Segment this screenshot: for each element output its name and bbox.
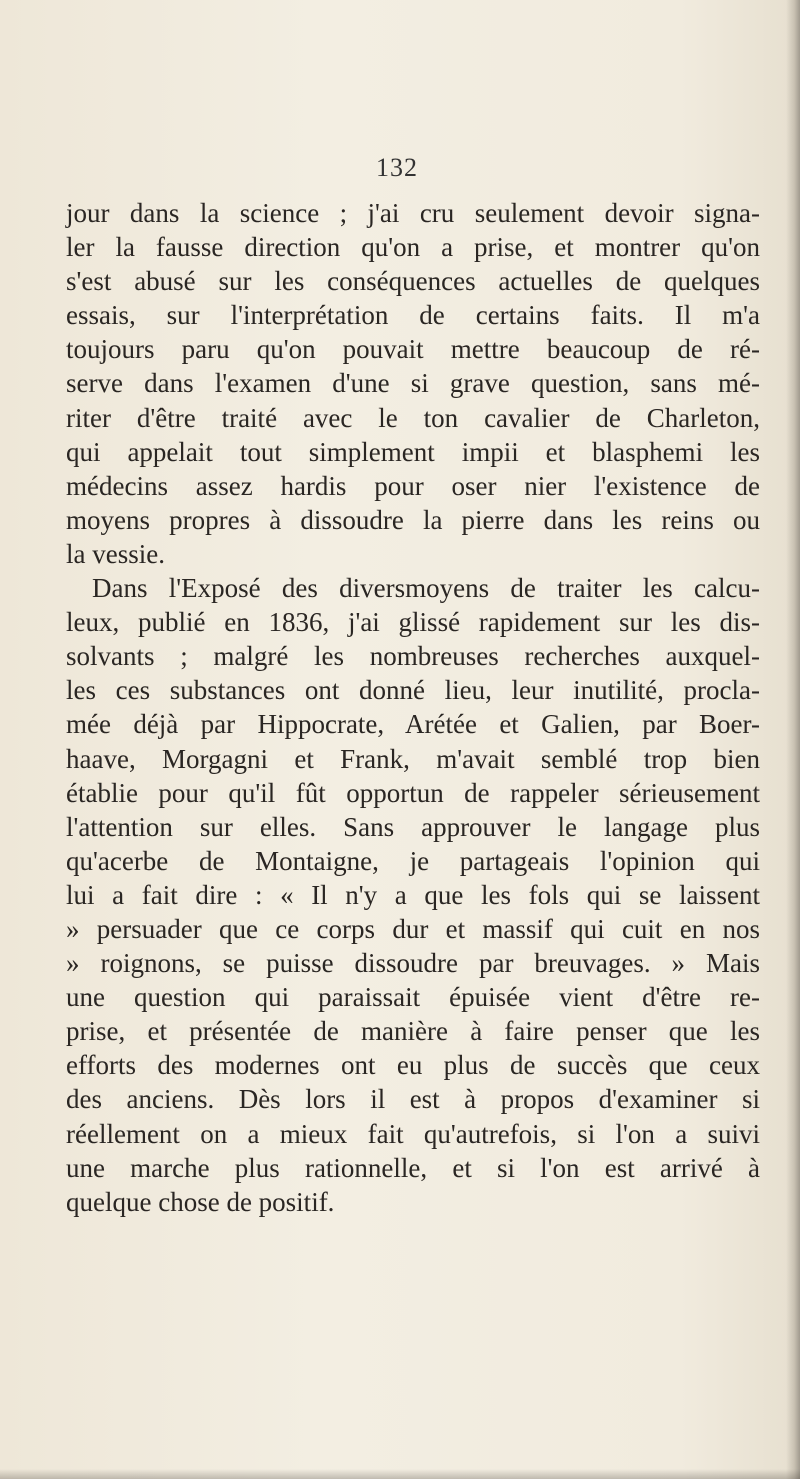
text-line: » roignons, se puisse dissoudre par breuvages. » Mais	[66, 948, 760, 979]
text-line: toujours paru qu'on pouvait mettre beaucoup de ré-	[66, 334, 760, 365]
text-line: serve dans l'examen d'une si grave question, sans mé-	[66, 368, 760, 399]
text-line: qu'acerbe de Montaigne, je partageais l'opinion qui	[66, 845, 760, 876]
paragraph-start-line: Dans l'Exposé des diversmoyens de traiter les calcu-	[92, 573, 760, 604]
text-line: mée déjà par Hippocrate, Arétée et Galien, par Boer-	[66, 709, 760, 740]
text-line: médecins assez hardis pour oser nier l'existence de	[66, 470, 760, 501]
text-line: leux, publié en 1836, j'ai glissé rapidement sur les dis-	[66, 607, 760, 638]
text-line: riter d'être traité avec le ton cavalier de Charleton,	[66, 402, 760, 433]
text-line: efforts des modernes ont eu plus de succès que ceux	[66, 1050, 760, 1081]
text-line: établie pour qu'il fût opportun de rappeler sérieusement	[66, 777, 760, 808]
text-line: s'est abusé sur les conséquences actuelles de quelques	[66, 266, 760, 297]
text-line: quelque chose de positif.	[66, 1186, 335, 1217]
text-line: » persuader que ce corps dur et massif qui cuit en nos	[66, 913, 760, 944]
page-edge-shadow	[786, 0, 800, 1479]
text-line: des anciens. Dès lors il est à propos d'examiner si	[66, 1084, 760, 1115]
text-line: les ces substances ont donné lieu, leur inutilité, procla-	[66, 675, 760, 706]
body-text	[66, 196, 760, 1219]
text-line: l'attention sur elles. Sans approuver le langage plus	[66, 811, 760, 842]
text-line: haave, Morgagni et Frank, m'avait semblé trop bien	[66, 743, 760, 774]
text-line: solvants ; malgré les nombreuses recherches auxquel-	[66, 641, 760, 672]
text-line: une question qui paraissait épuisée vient d'être re-	[66, 982, 760, 1013]
text-line: jour dans la science ; j'ai cru seulement devoir signa-	[66, 198, 760, 228]
text-line: qui appelait tout simplement impii et blasphemi les	[66, 436, 760, 467]
text-line: prise, et présentée de manière à faire penser que les	[66, 1016, 760, 1047]
text-line: essais, sur l'interprétation de certains faits. Il m'a	[66, 300, 760, 331]
page-number: 132	[376, 153, 418, 182]
text-line: ler la fausse direction qu'on a prise, et montrer qu'on	[66, 232, 760, 263]
text-line: réellement on a mieux fait qu'autrefois, si l'on a suivi	[66, 1118, 760, 1149]
text-line: une marche plus rationnelle, et si l'on est arrivé à	[66, 1152, 760, 1183]
text-line: la vessie.	[66, 538, 165, 569]
text-line: moyens propres à dissoudre la pierre dans les reins ou	[66, 504, 760, 535]
page-bottom-shadow	[0, 1469, 800, 1479]
text-line: lui a fait dire : « Il n'y a que les fols qui se laissent	[66, 879, 760, 910]
